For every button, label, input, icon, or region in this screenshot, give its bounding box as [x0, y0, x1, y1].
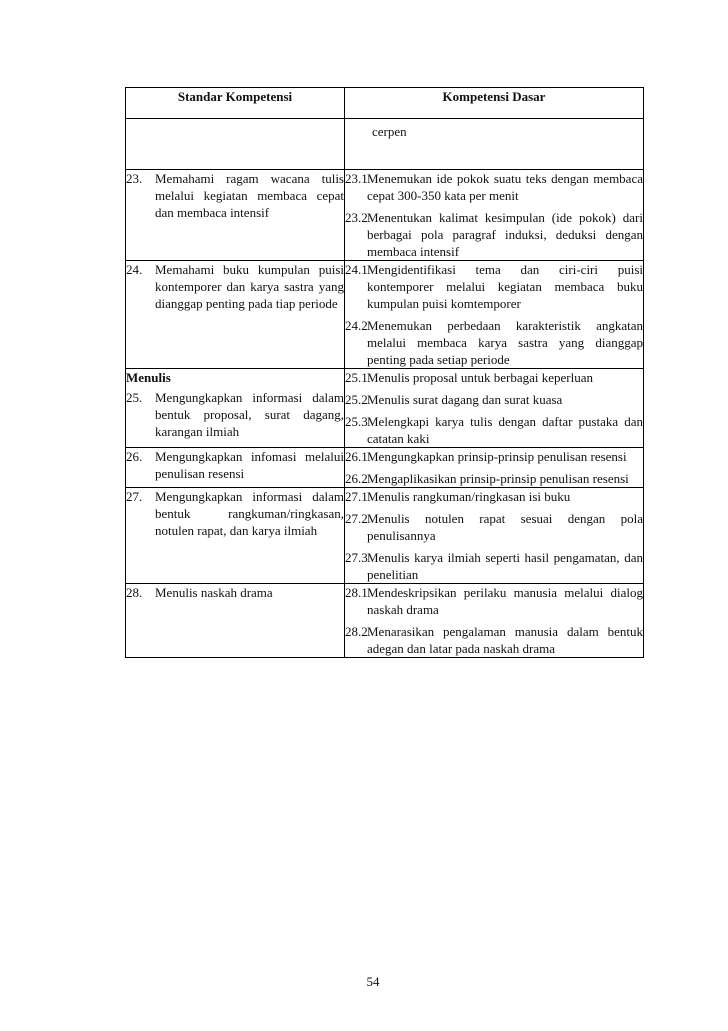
- standar-kompetensi-cell: [126, 389, 345, 448]
- kd-text: Menemukan perbedaan karakteristik angkatan melalui membaca karya sastra yang dianggap penting pada setiap periode: [367, 318, 643, 367]
- table-row: [126, 584, 644, 658]
- standar-item: [126, 584, 344, 601]
- standar-number: 26.: [126, 449, 143, 464]
- kd-text: Menarasikan pengalaman manusia dalam bentuk adegan dan latar pada naskah drama: [367, 624, 643, 656]
- empty-cell: [126, 119, 345, 170]
- standar-number: 27.: [126, 489, 143, 504]
- kd-text: Menentukan kalimat kesimpulan (ide pokok) dari berbagai pola paragraf induksi, deduksi dengan membaca intensif: [367, 210, 643, 259]
- kd-number: 23.1: [345, 171, 368, 186]
- kompetensi-dasar-item: [345, 413, 643, 447]
- continuation-text: cerpen: [372, 124, 407, 139]
- section-heading: Menulis: [126, 369, 345, 389]
- kd-text: Menemukan ide pokok suatu teks dengan membaca cepat 300-350 kata per menit: [367, 171, 643, 203]
- standar-number: 23.: [126, 171, 143, 186]
- kd-number: 27.1: [345, 489, 368, 504]
- kd-number: 26.1: [345, 449, 368, 464]
- kd-text: Menulis proposal untuk berbagai keperluan: [367, 370, 593, 385]
- kd-number: 25.3: [345, 414, 368, 429]
- kompetensi-dasar-item: [345, 470, 643, 487]
- table-row: [126, 448, 644, 488]
- standar-kompetensi-cell: [126, 261, 345, 369]
- kompetensi-dasar-item: [345, 391, 643, 408]
- kd-text: Mengidentifikasi tema dan ciri-ciri puisi kontemporer melalui kegiatan membaca buku kumpulan puisi komtemporer: [367, 262, 643, 311]
- standar-item: [126, 170, 344, 221]
- section-row: [126, 369, 644, 389]
- standar-kompetensi-cell: [126, 170, 345, 261]
- kompetensi-dasar-item: [345, 623, 643, 657]
- standar-text: Mengungkapkan informasi dalam bentuk proposal, surat dagang, karangan ilmiah: [155, 389, 344, 439]
- kd-text: Mendeskripsikan perilaku manusia melalui dialog naskah drama: [367, 585, 643, 617]
- standar-item: [126, 448, 344, 482]
- standar-kompetensi-cell: [126, 584, 345, 658]
- standar-kompetensi-cell: [126, 488, 345, 584]
- kompetensi-dasar-item: [345, 170, 643, 204]
- kd-number: 24.1: [345, 262, 368, 277]
- standar-number: 28.: [126, 585, 143, 600]
- standar-text: Memahami buku kumpulan puisi kontemporer dan karya sastra yang dianggap penting pada tiap periode: [155, 262, 344, 311]
- kompetensi-dasar-cell: [345, 170, 644, 261]
- kd-number: 25.2: [345, 392, 368, 407]
- kompetensi-dasar-cell: [345, 369, 644, 448]
- kompetensi-dasar-cell: [345, 488, 644, 584]
- kd-text: Melengkapi karya tulis dengan daftar pustaka dan catatan kaki: [367, 414, 643, 446]
- competency-table: [125, 87, 644, 658]
- kompetensi-dasar-item: [345, 261, 643, 312]
- kompetensi-dasar-item: [345, 510, 643, 544]
- kompetensi-dasar-item: [345, 369, 643, 386]
- kd-text: Menulis rangkuman/ringkasan isi buku: [367, 489, 571, 504]
- kompetensi-dasar-item: [345, 549, 643, 583]
- kompetensi-dasar-item: [345, 317, 643, 368]
- page-number: 54: [366, 974, 380, 989]
- kd-number: 28.1: [345, 585, 368, 600]
- kd-number: 26.2: [345, 471, 368, 486]
- standar-text: Mengungkapkan infomasi melalui penulisan resensi: [155, 449, 344, 481]
- standar-number: 24.: [126, 262, 143, 277]
- kompetensi-dasar-cell: [345, 584, 644, 658]
- kompetensi-dasar-item: [345, 448, 643, 465]
- kompetensi-dasar-item: [345, 584, 643, 618]
- kompetensi-dasar-cell: [345, 261, 644, 369]
- kd-number: 24.2: [345, 318, 368, 333]
- kompetensi-dasar-item: [345, 488, 643, 505]
- table-row: [126, 261, 644, 369]
- kd-text: Menulis karya ilmiah seperti hasil pengamatan, dan penelitian: [367, 550, 643, 582]
- kd-text: Mengungkapkan prinsip-prinsip penulisan resensi: [367, 449, 627, 464]
- kd-number: 23.2: [345, 210, 368, 225]
- kd-number: 25.1: [345, 370, 368, 385]
- standar-item: [126, 488, 344, 539]
- kd-text: Mengaplikasikan prinsip-prinsip penulisan resensi: [367, 471, 629, 486]
- table-header-row: [126, 88, 644, 119]
- standar-item: [126, 261, 344, 312]
- standar-text: Menulis naskah drama: [155, 585, 273, 600]
- standar-text: Memahami ragam wacana tulis melalui kegiatan membaca cepat dan membaca intensif: [155, 171, 344, 220]
- kd-number: 27.3: [345, 550, 368, 565]
- kd-text: Menulis surat dagang dan surat kuasa: [367, 392, 563, 407]
- kompetensi-dasar-cell: [345, 448, 644, 488]
- header-kompetensi-dasar: Kompetensi Dasar: [345, 88, 644, 119]
- kompetensi-dasar-item: [345, 209, 643, 260]
- header-standar-kompetensi: Standar Kompetensi: [126, 88, 345, 119]
- table-row: [126, 170, 644, 261]
- standar-item: [126, 389, 344, 440]
- standar-number: 25.: [126, 389, 143, 405]
- table-row-continuation: [126, 119, 644, 170]
- kd-number: 28.2: [345, 624, 368, 639]
- standar-text: Mengungkapkan informasi dalam bentuk rangkuman/ringkasan, notulen rapat, dan karya ilmiah: [155, 489, 344, 538]
- continuation-cell: [345, 119, 644, 170]
- kd-text: Menulis notulen rapat sesuai dengan pola penulisannya: [367, 511, 643, 543]
- kd-number: 27.2: [345, 511, 368, 526]
- standar-kompetensi-cell: [126, 448, 345, 488]
- table-row: [126, 488, 644, 584]
